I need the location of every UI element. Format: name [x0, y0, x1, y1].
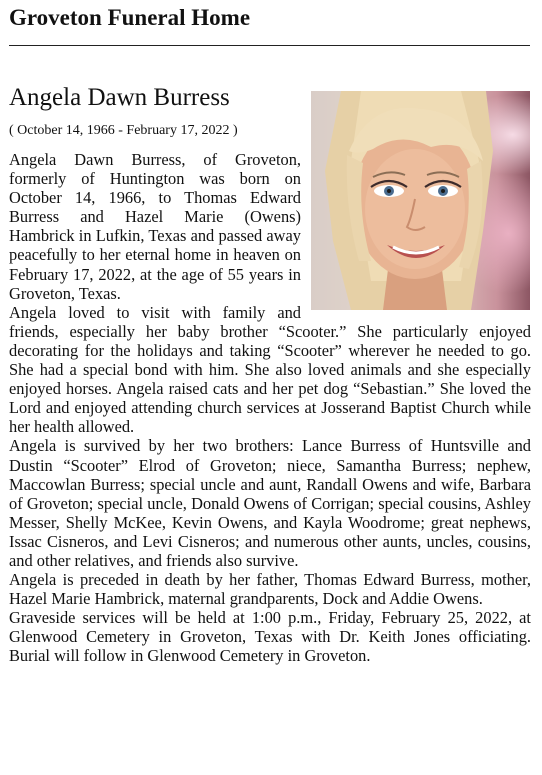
- obituary-paragraph-life: Angela loved to visit with family and friends, especially her baby brother “Scooter.” She particularly enjoyed decorating for the holidays and taking “Scooter” wherever he needed to go. She had a special bond with him. She also loved animals and she especially enjoyed horses. Angela raised cats and her pet dog “Sebastian.” She loved the Lord and enjoyed attending church services at Josserand Baptist Church while her health allowed.: [9, 302, 531, 437]
- life-dates: ( October 14, 1966 - February 17, 2022 ): [9, 123, 238, 138]
- obituary-paragraph-preceded: Angela is preceded in death by her father, Thomas Edward Burress, mother, Hazel Marie Hambrick, maternal grandparents, Dock and Addie Owens.: [9, 570, 531, 609]
- header-divider: [9, 45, 530, 46]
- obituary-paragraph-survivors: Angela is survived by her two brothers: Lance Burress of Huntsville and Dustin “Scooter” Elrod of Groveton; niece, Samantha Burress; nephew, Maccowlan Burress; special uncle and aunt, Randall Owens and wife, Barbara of Groveton; special uncle, Donald Owens of Corrigan; special cousins, Ashley Messer, Shelly McKee, Kevin Owens, and Kayla Woodrome; great nephews, Issac Cisneros, and Levi Cisneros; and numerous other aunts, uncles, cousins, and other relatives, and friends also survive.: [9, 436, 531, 570]
- obituary-paragraph-services: Graveside services will be held at 1:00 p.m., Friday, February 25, 2022, at Glenwood Cemetery in Groveton, Texas with Dr. Keith Jones officiating. Burial will follow in Glenwood Cemetery in Groveton.: [9, 608, 531, 666]
- portrait-photo: [311, 91, 530, 310]
- deceased-name: Angela Dawn Burress: [9, 84, 230, 111]
- obituary-article: [9, 80, 531, 666]
- portrait-illustration: [311, 91, 530, 310]
- site-title[interactable]: Groveton Funeral Home: [9, 5, 251, 30]
- obituary-paragraph-birth: Angela Dawn Burress, of Groveton, formerly of Huntington was born on October 14, 1966, to Thomas Edward Burress and Hazel Marie (Owens) Hambrick in Lufkin, Texas and passed away peacefully to her eternal home in heaven on February 17, 2022, at the age of 55 years in Groveton, Texas.: [9, 150, 301, 303]
